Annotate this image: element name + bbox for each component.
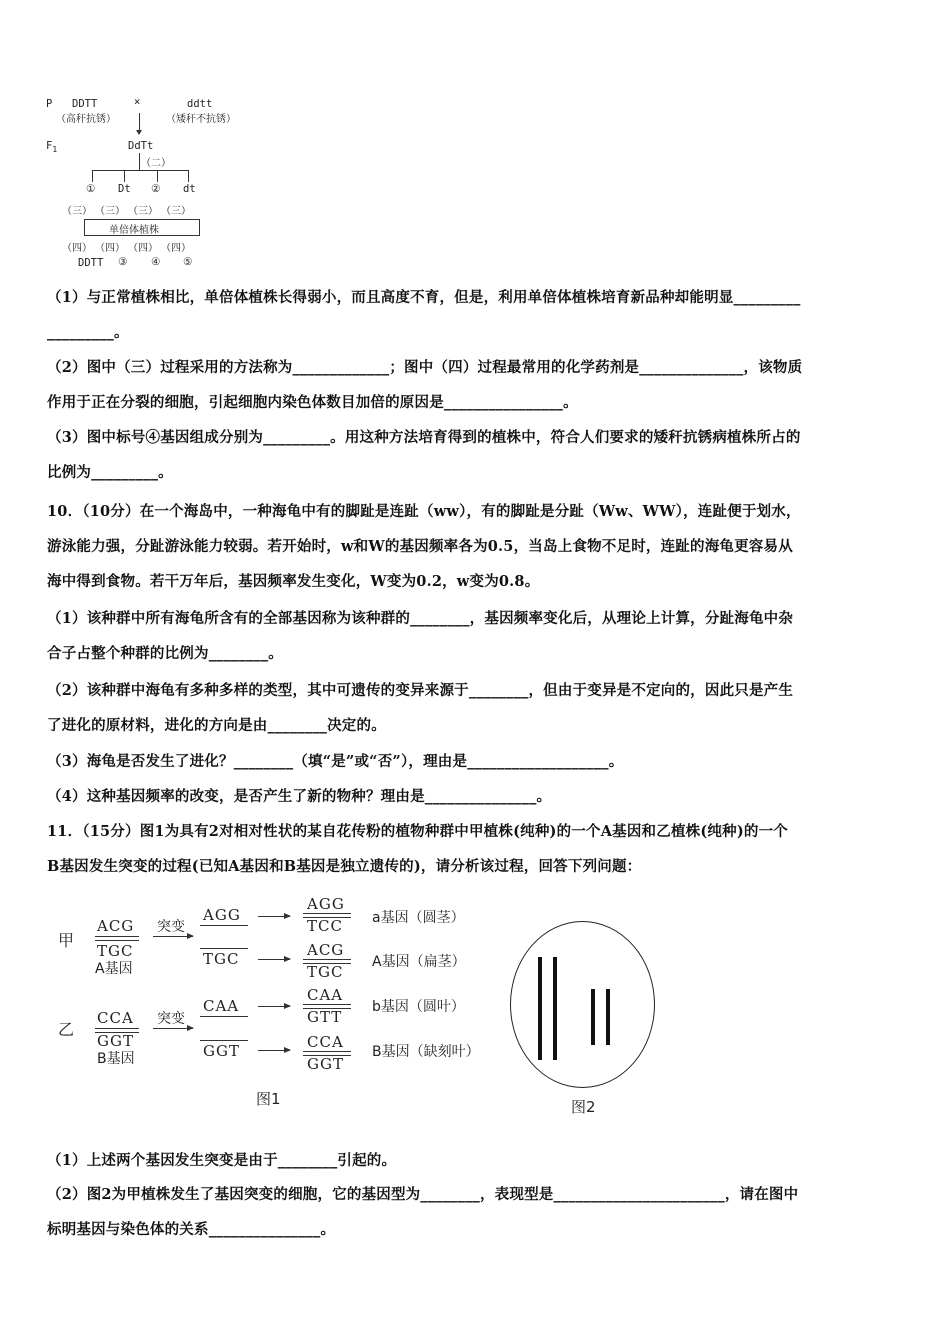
yi-replicate-arrow-1: [258, 1006, 290, 1007]
result-5: ⑤: [183, 256, 193, 268]
question-10-3: [47, 744, 905, 779]
gamete-1: ①: [86, 183, 96, 195]
yi-mut-bottom-gene: B基因（缺刻叶）: [372, 1044, 480, 1060]
jia-replicate-arrow-2: [258, 959, 290, 960]
jia-mut-top-pair-top: AGG: [307, 895, 345, 913]
haploid-label: 单倍体植株: [109, 225, 159, 236]
jia-replicate-arrow-1: [258, 916, 290, 917]
q10-1-line1: （1）该种群中所有海龟所含有的全部基因称为该种群的________，基因频率变化后，从理论上计算，分趾海龟中杂: [47, 610, 794, 627]
figure-1-caption: 图1: [256, 1090, 281, 1108]
jia-mut-top-pair-bottom: TCC: [307, 917, 343, 935]
jia-top-strand: ACG: [97, 917, 135, 935]
question-9-2: [47, 350, 905, 420]
q10-4-line1: （4）这种基因频率的改变，是否产生了新的物种？理由是_______________。: [47, 788, 552, 805]
result-3: ③: [118, 256, 128, 268]
chromosome-3: [591, 989, 595, 1045]
jia-mut-bottom-pair-bottom: TGC: [307, 963, 344, 981]
figure-2-caption: 图2: [571, 1098, 596, 1116]
q9-3-line1: （3）图中标号④基因组成分别为_________。用这种方法培育得到的植株中，符合人们要求的矮秆抗锈病植株所占的: [47, 429, 801, 446]
yi-label: 乙: [58, 1020, 75, 1039]
p1-desc: （高秆抗锈）: [56, 114, 116, 125]
jia-mut-bottom-pair-top: ACG: [307, 941, 345, 959]
p1-genotype: DDTT: [72, 98, 98, 110]
yi-mut-top-strand: CAA: [203, 997, 240, 1015]
yi-bottom-strand: GGT: [97, 1032, 134, 1050]
step3-1: （三）: [62, 206, 92, 217]
question-10-4: [47, 779, 905, 814]
q10-2-line1: （2）该种群中海龟有多种多样的类型，其中可遗传的变异来源于________，但由于变异是不定向的，因此只是产生: [47, 682, 794, 699]
question-10-2: [47, 673, 905, 743]
jia-label: 甲: [58, 931, 75, 950]
jia-mut-top-strand: AGG: [203, 906, 241, 924]
yi-gene-label: B基因: [97, 1051, 135, 1067]
step4-3: （四）: [128, 243, 158, 254]
step3-2: （三）: [95, 206, 125, 217]
step4-4: （四）: [161, 243, 191, 254]
f1-stem: [139, 153, 140, 170]
branch-bar: [92, 170, 188, 171]
p-arrow-head: [136, 130, 142, 135]
yi-mutation-arrow: [153, 1028, 193, 1029]
jia-mutation-arrow: [153, 936, 193, 937]
step3-3: （三）: [128, 206, 158, 217]
question-11-intro: [47, 814, 905, 884]
question-9-1: [47, 280, 905, 350]
yi-mut-bottom-strand: GGT: [203, 1042, 240, 1060]
step4-2: （四）: [95, 243, 125, 254]
q9-1-line1: （1）与正常植株相比，单倍体植株长得弱小，而且高度不育，但是，利用单倍体植株培育新品种却能明显_________: [47, 289, 801, 306]
p2-genotype: ddtt: [187, 98, 213, 110]
q10-1-line2: 合子占整个种群的比例为________。: [47, 645, 283, 662]
jia-mut-top-gene: a基因（圆茎）: [372, 910, 465, 926]
q11-1-line1: （1）上述两个基因发生突变是由于________引起的。: [47, 1152, 397, 1169]
question-10-intro: [47, 494, 905, 599]
gamete-dt: dt: [183, 183, 196, 195]
yi-top-strand: CCA: [97, 1009, 134, 1027]
p-label: P: [46, 98, 53, 110]
yi-mutation-label: 突变: [157, 1011, 185, 1027]
q10-intro-line3: 海中得到食物。若干万年后，基因频率发生变化，W变为0.2，w变为0.8。: [47, 573, 540, 590]
f1-genotype: DdTt: [128, 140, 154, 152]
jia-mut-bottom-strand: TGC: [203, 950, 240, 968]
step2-label: （二）: [141, 158, 171, 169]
yi-mut-top-pair-top: CAA: [307, 986, 344, 1004]
q9-1-line2: _________。: [47, 324, 129, 341]
q10-2-line2: 了进化的原材料，进化的方向是由________决定的。: [47, 717, 386, 734]
step4-1: （四）: [62, 243, 92, 254]
q9-2-line1: （2）图中（三）过程采用的方法称为_____________；图中（四）过程最常用的化学药剂是______________，该物质: [47, 359, 803, 376]
question-11-1: [47, 1143, 905, 1178]
cell-circle: [510, 921, 655, 1088]
jia-gene-label: A基因: [95, 961, 133, 977]
question-11-2: [47, 1177, 905, 1247]
q11-intro-line1: 11．（15分）图1为具有2对相对性状的某自花传粉的植物种群中甲植株(纯种)的一个A基因和乙植株(纯种)的一个: [47, 823, 788, 840]
question-9-3: [47, 420, 905, 490]
yi-replicate-arrow-2: [258, 1050, 290, 1051]
haploid-box: [84, 219, 200, 236]
q11-2-line1: （2）图2为甲植株发生了基因突变的细胞，它的基因型为________，表现型是_______________________，请在图中: [47, 1186, 799, 1203]
q10-intro-line2: 游泳能力强，分趾游泳能力较弱。若开始时，w和W的基因频率各为0.5，当岛上食物不足时，连趾的海龟更容易从: [47, 538, 793, 555]
yi-mut-top-pair-bottom: GTT: [307, 1008, 343, 1026]
cross-symbol: ×: [134, 96, 141, 108]
chromosome-2: [553, 957, 557, 1060]
gamete-2: ②: [151, 183, 161, 195]
q11-intro-line2: B基因发生突变的过程(已知A基因和B基因是独立遗传的)，请分析该过程，回答下列问题：: [47, 858, 642, 875]
question-10-1: [47, 601, 905, 671]
q10-3-line1: （3）海龟是否发生了进化？________（填“是”或“否”），理由是___________________。: [47, 753, 624, 770]
p2-desc: （矮秆不抗锈）: [166, 114, 236, 125]
result-4: ④: [151, 256, 161, 268]
f1-label: $F_1$: [46, 140, 58, 155]
yi-mut-top-gene: b基因（圆叶）: [372, 999, 465, 1015]
jia-bottom-strand: TGC: [97, 942, 134, 960]
gamete-dt-upper: Dt: [118, 183, 131, 195]
q9-2-line2: 作用于正在分裂的细胞，引起细胞内染色体数目加倍的原因是________________。: [47, 394, 578, 411]
q11-2-line2: 标明基因与染色体的关系_______________。: [47, 1221, 336, 1238]
yi-mut-bottom-pair-bottom: GGT: [307, 1055, 344, 1073]
jia-mutation-label: 突变: [157, 919, 185, 935]
result-ddtt: DDTT: [78, 257, 104, 269]
chromosome-4: [606, 989, 610, 1045]
q9-3-line2: 比例为_________。: [47, 464, 173, 481]
step3-4: （三）: [161, 206, 191, 217]
yi-mut-bottom-pair-top: CCA: [307, 1033, 344, 1051]
jia-mut-bottom-gene: A基因（扁茎）: [372, 954, 466, 970]
q10-intro-line1: 10．（10分）在一个海岛中，一种海龟中有的脚趾是连趾（ww），有的脚趾是分趾（Ww、WW），连趾便于划水，: [47, 503, 801, 520]
chromosome-1: [538, 957, 542, 1060]
